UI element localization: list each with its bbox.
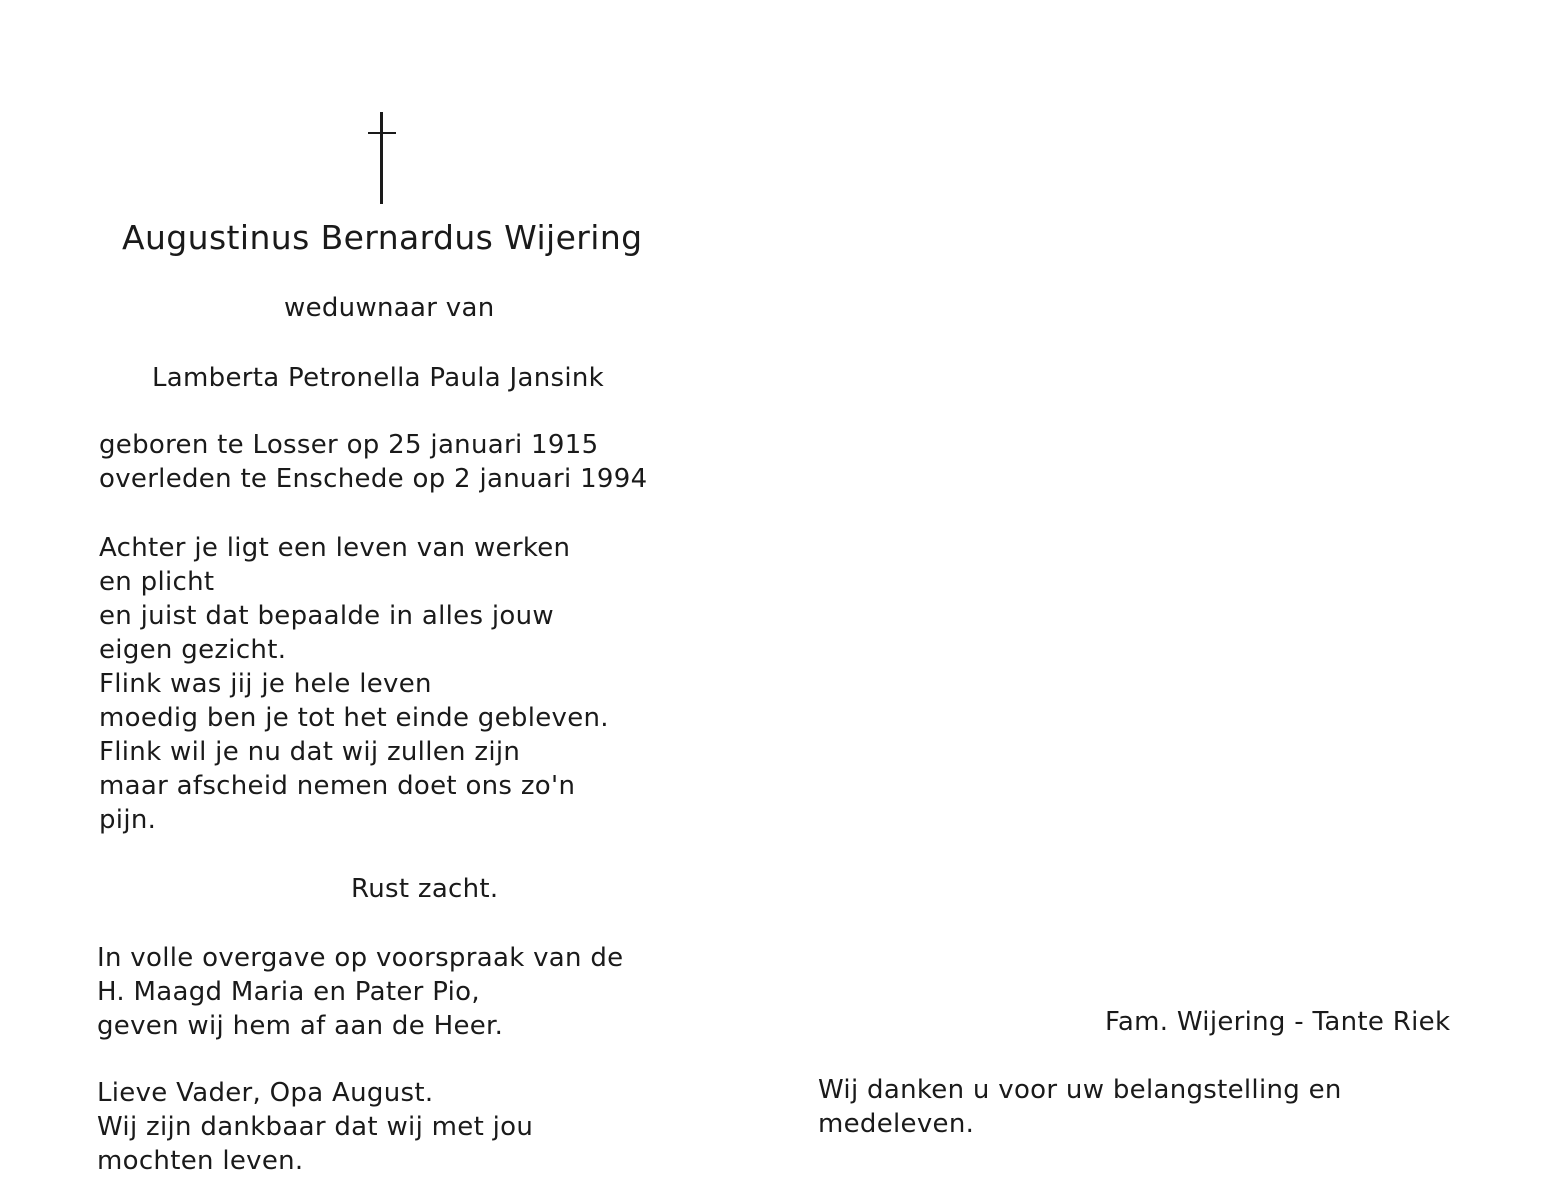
- poem-line: pijn.: [99, 805, 157, 835]
- poem: [99, 531, 609, 837]
- poem-line: Flink wil je nu dat wij zullen zijn: [99, 737, 521, 767]
- thanks-line: Wij danken u voor uw belangstelling en: [818, 1075, 1342, 1105]
- spouse-name: Lamberta Petronella Paula Jansink: [152, 363, 605, 393]
- dates-block: [99, 428, 647, 496]
- death-line: overleden te Enschede op 2 januari 1994: [99, 464, 648, 494]
- poem-line: eigen gezicht.: [99, 635, 287, 665]
- poem-line: Achter je ligt een leven van werken: [99, 533, 571, 563]
- deceased-name: Augustinus Bernardus Wijering: [122, 218, 643, 257]
- poem-line: en plicht: [99, 567, 215, 597]
- prayer-line: In volle overgave op voorspraak van de: [97, 943, 624, 973]
- farewell-line: Wij zijn dankbaar dat wij met jou: [97, 1112, 534, 1142]
- poem-line: maar afscheid nemen doet ons zo'n: [99, 771, 576, 801]
- thanks-line: medeleven.: [818, 1109, 975, 1139]
- prayer-line: geven wij hem af aan de Heer.: [97, 1011, 504, 1041]
- family-signature: Fam. Wijering - Tante Riek: [1105, 1007, 1451, 1037]
- prayer: [97, 941, 623, 1043]
- rest-in-peace: Rust zacht.: [351, 874, 499, 904]
- farewell-line: Lieve Vader, Opa August.: [97, 1078, 434, 1108]
- widower-label: weduwnaar van: [284, 293, 495, 323]
- birth-line: geboren te Losser op 25 januari 1915: [99, 430, 599, 460]
- poem-line: Flink was jij je hele leven: [99, 669, 432, 699]
- poem-line: en juist dat bepaalde in alles jouw: [99, 601, 554, 631]
- farewell-line: mochten leven.: [97, 1146, 304, 1176]
- poem-line: moedig ben je tot het einde gebleven.: [99, 703, 609, 733]
- cross-icon: [368, 112, 396, 204]
- thanks: [818, 1073, 1342, 1141]
- farewell: [97, 1076, 533, 1178]
- prayer-line: H. Maagd Maria en Pater Pio,: [97, 977, 480, 1007]
